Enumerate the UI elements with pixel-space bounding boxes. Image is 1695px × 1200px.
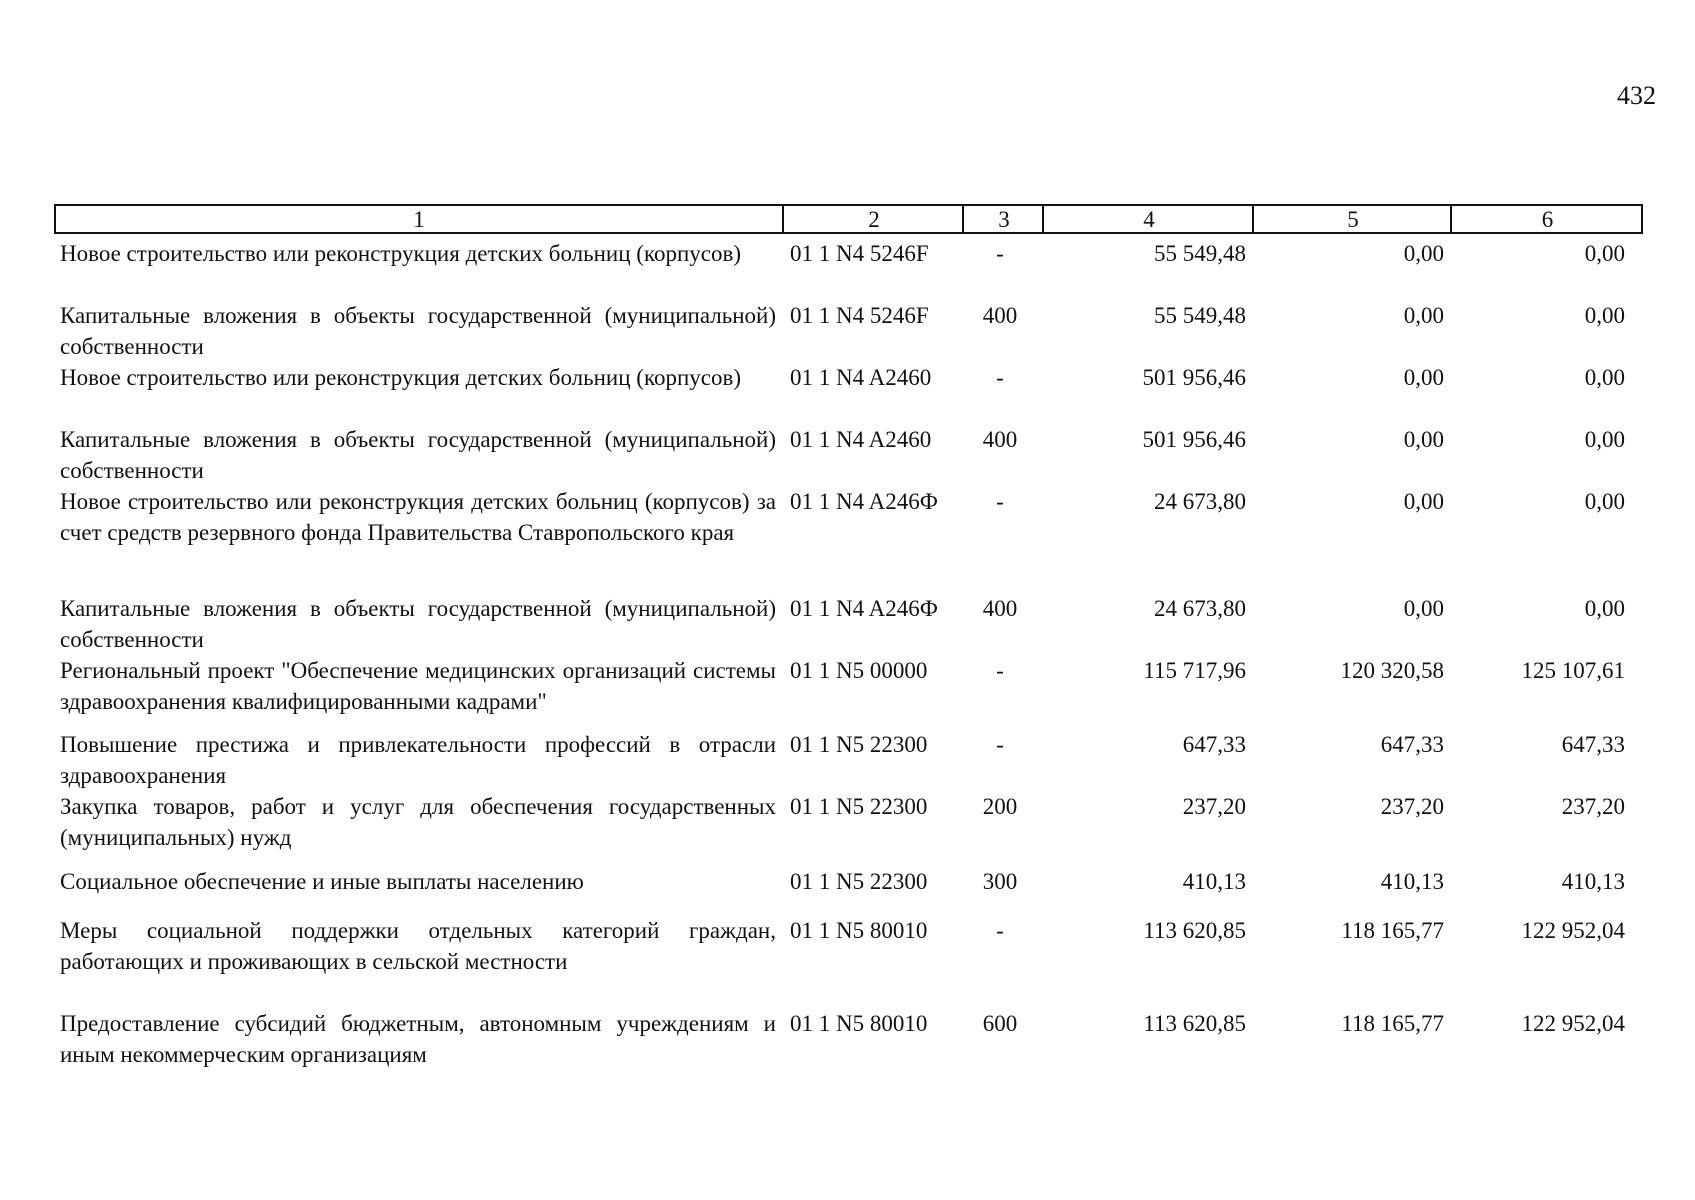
row-expense-type: 300 — [982, 869, 1018, 894]
row-value-6: 0,00 — [1584, 303, 1625, 328]
row-value-5: 0,00 — [1403, 241, 1444, 266]
row-value-5: 0,00 — [1403, 489, 1444, 514]
row-value-4: 55 549,48 — [1154, 241, 1246, 266]
row-value-4: 24 673,80 — [1154, 596, 1246, 621]
row-code: 01 1 N5 80010 — [790, 918, 928, 943]
row-value-4: 501 956,46 — [1142, 427, 1246, 452]
row-value-4: 115 717,96 — [1143, 658, 1246, 683]
row-name: Региональный проект "Обеспечение медицинских организаций системы здравоохранения квалифицированными кадрами" — [60, 658, 776, 714]
row-name: Новое строительство или реконструкция детских больниц (корпусов) — [60, 365, 741, 390]
table-header — [54, 204, 1643, 234]
column-header-2: 2 — [782, 206, 964, 232]
row-code: 01 1 N5 80010 — [790, 1011, 928, 1036]
row-value-6: 0,00 — [1584, 489, 1625, 514]
row-name: Капитальные вложения в объекты государственной (муниципальной) собственности — [60, 427, 776, 483]
row-value-6: 0,00 — [1584, 427, 1625, 452]
row-value-4: 113 620,85 — [1143, 1011, 1246, 1036]
row-value-5: 0,00 — [1403, 427, 1444, 452]
page-number: 432 — [1617, 81, 1656, 110]
row-value-6: 647,33 — [1561, 732, 1625, 757]
row-expense-type: - — [996, 658, 1004, 683]
row-value-5: 118 165,77 — [1341, 918, 1444, 943]
row-code: 01 1 N5 22300 — [790, 732, 928, 757]
column-header-1: 1 — [413, 207, 425, 232]
row-expense-type: - — [996, 918, 1004, 943]
row-code: 01 1 N4 A2460 — [790, 427, 932, 452]
row-expense-type: - — [996, 489, 1004, 514]
row-code: 01 1 N4 5246F — [790, 241, 929, 266]
row-name: Предоставление субсидий бюджетным, автономным учреждениям и иным некоммерческим организациям — [60, 1011, 776, 1067]
row-value-5: 120 320,58 — [1340, 658, 1444, 683]
row-name: Закупка товаров, работ и услуг для обеспечения государственных (муниципальных) нужд — [60, 794, 776, 850]
row-value-6: 237,20 — [1561, 794, 1625, 819]
row-name: Новое строительство или реконструкция детских больниц (корпусов) — [60, 241, 741, 266]
row-value-4: 410,13 — [1182, 869, 1246, 894]
row-value-6: 122 952,04 — [1521, 918, 1625, 943]
row-value-5: 118 165,77 — [1341, 1011, 1444, 1036]
row-name: Меры социальной поддержки отдельных категорий граждан, работающих и проживающих в сельской местности — [60, 918, 776, 974]
column-header-4: 4 — [1042, 206, 1254, 232]
row-name: Капитальные вложения в объекты государственной (муниципальной) собственности — [60, 303, 776, 359]
row-expense-type: - — [996, 365, 1004, 390]
row-expense-type: 400 — [982, 303, 1018, 328]
row-expense-type: 200 — [982, 794, 1018, 819]
row-code: 01 1 N4 A246Ф — [790, 489, 938, 514]
row-value-5: 237,20 — [1380, 794, 1444, 819]
column-header-3: 3 — [962, 206, 1044, 232]
row-code: 01 1 N4 A2460 — [790, 365, 932, 390]
row-value-4: 24 673,80 — [1154, 489, 1246, 514]
row-code: 01 1 N5 22300 — [790, 794, 928, 819]
row-value-5: 647,33 — [1380, 732, 1444, 757]
row-value-5: 0,00 — [1403, 596, 1444, 621]
row-value-6: 0,00 — [1584, 241, 1625, 266]
row-name: Капитальные вложения в объекты государственной (муниципальной) собственности — [60, 596, 776, 652]
column-header-5: 5 — [1252, 206, 1452, 232]
row-expense-type: - — [996, 732, 1004, 757]
row-code: 01 1 N5 00000 — [790, 658, 928, 683]
row-code: 01 1 N4 5246F — [790, 303, 929, 328]
row-value-4: 501 956,46 — [1142, 365, 1246, 390]
row-name: Повышение престижа и привлекательности профессий в отрасли здравоохранения — [60, 732, 776, 788]
row-expense-type: 400 — [982, 596, 1018, 621]
row-value-5: 410,13 — [1380, 869, 1444, 894]
row-expense-type: - — [996, 241, 1004, 266]
row-value-6: 0,00 — [1584, 596, 1625, 621]
row-value-4: 237,20 — [1182, 794, 1246, 819]
row-value-6: 125 107,61 — [1521, 658, 1625, 683]
row-value-6: 122 952,04 — [1521, 1011, 1625, 1036]
row-expense-type: 600 — [982, 1011, 1018, 1036]
row-code: 01 1 N5 22300 — [790, 869, 928, 894]
row-value-5: 0,00 — [1403, 365, 1444, 390]
column-header-6: 6 — [1450, 206, 1643, 232]
row-value-6: 410,13 — [1561, 869, 1625, 894]
row-value-5: 0,00 — [1403, 303, 1444, 328]
row-value-4: 55 549,48 — [1154, 303, 1246, 328]
row-code: 01 1 N4 A246Ф — [790, 596, 938, 621]
row-name: Социальное обеспечение и иные выплаты населению — [60, 869, 584, 894]
row-name: Новое строительство или реконструкция детских больниц (корпусов) за счет средств резервного фонда Правительства Ставропольского края — [60, 489, 776, 545]
row-expense-type: 400 — [982, 427, 1018, 452]
row-value-4: 647,33 — [1182, 732, 1246, 757]
row-value-4: 113 620,85 — [1143, 918, 1246, 943]
row-value-6: 0,00 — [1584, 365, 1625, 390]
